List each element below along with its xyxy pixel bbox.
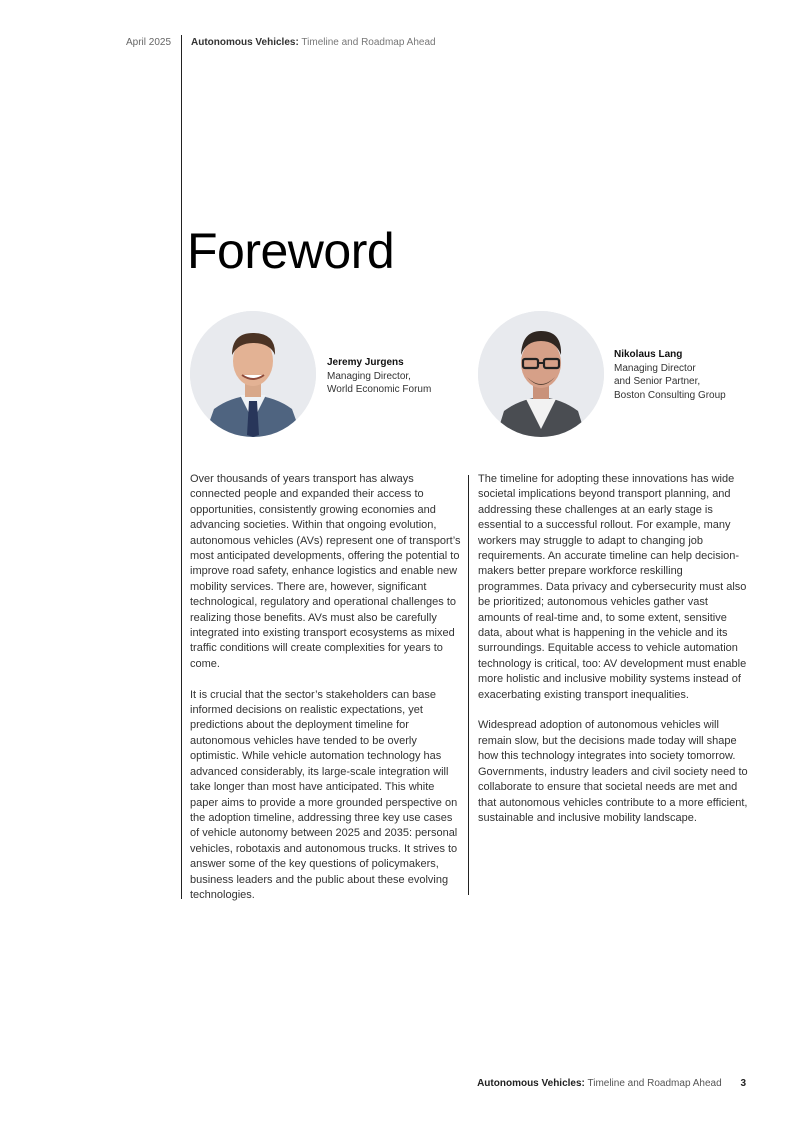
portrait-jeremy-jurgens [190,311,316,437]
header-title-bold: Autonomous Vehicles: [191,37,299,48]
page-title: Foreword [187,223,395,279]
person-role-line: Managing Director [614,362,696,374]
footer-title-bold: Autonomous Vehicles: [477,1078,585,1089]
left-rule-divider [181,35,182,899]
footer-title-rest: Timeline and Roadmap Ahead [587,1078,722,1089]
person-role-line: Managing Director, [327,370,411,382]
left-text-column [190,472,462,919]
body-paragraph: Over thousands of years transport has always connected people and expanded their access to opportunities, consistently growing economies and advancing societies. Within that ongoing evolution, autonomous vehicles (AVs) represent one of transport’s most anticipated developments, offering the potential to improve road safety, enhance logistics and enable new mobility services. There are, however, significant technological, regulatory and operational challenges to realizing those benefits. AVs must also be carefully integrated into existing transport ecosystems as mixed traffic conditions will create complexities for years to come. [190,473,461,670]
header-title [191,37,436,48]
person-photo-icon [190,311,316,437]
header-date: April 2025 [126,37,172,48]
body-paragraph: The timeline for adopting these innovations has wide societal implications beyond transport planning, and addressing these challenges at an early stage is essential to a successful rollout. For example, many workers may struggle to adapt to changing job requirements. An accurate timeline can help decision-makers better prepare workforce reskilling programmes. Data privacy and cybersecurity must also be prioritized; autonomous vehicles gather vast amounts of real-time and, to some extent, sensitive data, about what is happening in the vehicle and its surroundings. Equitable access to vehicle automation technology is critical, too: AV development must enable more holistic and inclusive mobility systems instead of exacerbating existing transport inequalities. [478,473,747,701]
body-paragraph: It is crucial that the sector’s stakeholders can base informed decisions on realistic expectations, yet predictions about the deployment timeline for autonomous vehicles have tended to be overly optimistic. While vehicle automation technology has advanced considerably, its large-scale integration will take longer than most have anticipated. This white paper aims to provide a more grounded perspective on the adoption timeline, addressing three key use cases of vehicle autonomy between 2025 and 2035: personal vehicles, robotaxis and autonomous trucks. It strives to answer some of the key questions of policymakers, business leaders and the public about these evolving technologies. [190,688,458,901]
body-paragraph: Widespread adoption of autonomous vehicles will remain slow, but the decisions made today will shape how this technology integrates into society tomorrow. Governments, industry leaders and civil society need to collaborate to ensure that societal needs are met and that autonomous vehicles contribute to a more efficient, sustainable and inclusive mobility landscape. [478,719,748,824]
page-number: 3 [740,1078,746,1089]
header-title-rest: Timeline and Roadmap Ahead [301,37,436,48]
right-text-column [478,472,750,842]
person-role-line: Boston Consulting Group [614,389,726,401]
person-name: Nikolaus Lang [614,349,683,360]
person-nikolaus-lang [614,348,726,402]
person-jeremy-jurgens [327,356,431,397]
column-divider [468,475,469,895]
person-role-line: and Senior Partner, [614,376,701,387]
page-footer [477,1078,746,1089]
person-name: Jeremy Jurgens [327,357,404,368]
person-photo-icon [478,311,604,437]
portrait-nikolaus-lang [478,311,604,437]
person-role-line: World Economic Forum [327,384,432,395]
